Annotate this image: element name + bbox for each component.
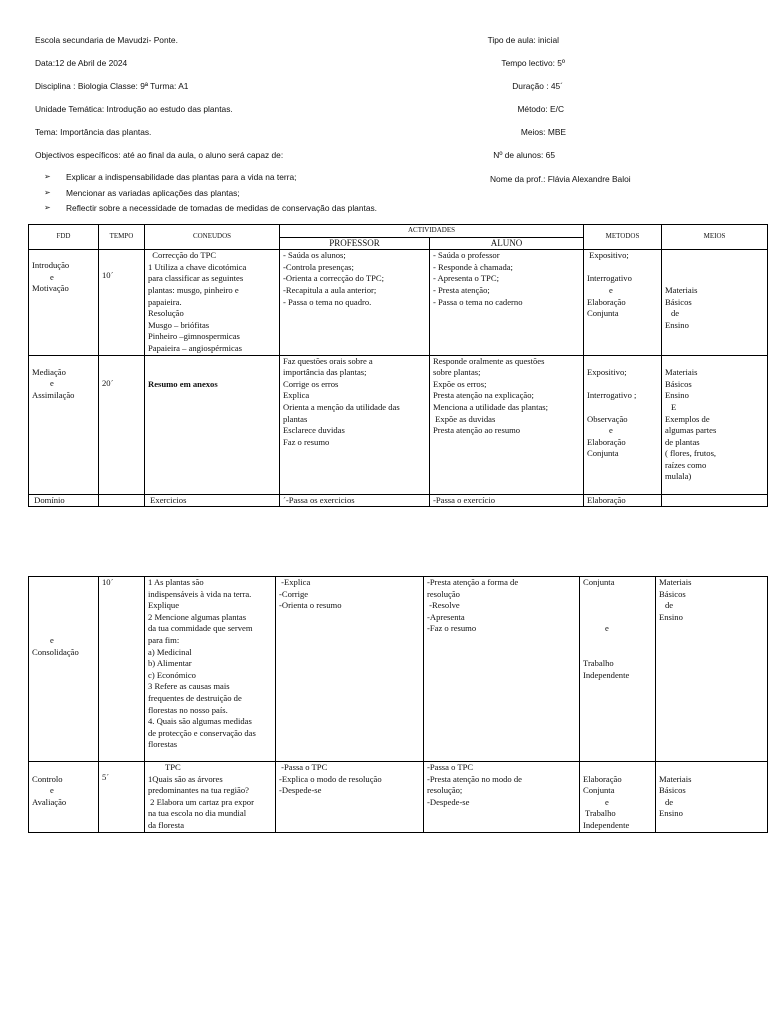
metodos-cell: [580, 762, 656, 833]
cell-line: plantas: [283, 413, 308, 424]
cell-line: indispensáveis à vida na terra.: [148, 588, 252, 599]
cell-line: [659, 762, 764, 774]
cell-line: Independente: [583, 819, 630, 830]
cell-line: para classificar as seguintes: [148, 273, 244, 284]
cell-line: [587, 402, 658, 414]
lesson-duration: Duração : 45´: [512, 81, 563, 91]
lesson-date: Data:12 de Abril de 2024: [35, 58, 128, 68]
objective-item: ➢ Mencionar as variadas aplicações das plantas;: [44, 187, 240, 198]
school-term: Tempo lectivo: 5º: [501, 58, 565, 68]
meios-cell: [662, 494, 768, 507]
cell-line: Corrige os erros: [283, 378, 339, 389]
cell-line: e: [50, 271, 54, 282]
professor-cell: [276, 762, 424, 833]
cell-line: e: [50, 378, 54, 389]
cell-line: - Passa o tema no caderno: [433, 296, 523, 307]
cell-line: - Responde à chamada;: [433, 261, 513, 272]
metodos-cell: [584, 494, 662, 507]
cell-line: [32, 762, 95, 774]
aluno-cell: [430, 355, 584, 494]
cell-line: florestas: [148, 739, 178, 750]
cell-line: Presta atenção ao resumo: [433, 425, 521, 436]
cell-line: Pinheiro –gimnospermicas: [148, 331, 240, 342]
cell-line: [32, 577, 95, 589]
conteudos-cell: [145, 494, 280, 507]
cell-line: [32, 589, 95, 601]
cell-line: [665, 250, 764, 262]
cell-line: [665, 495, 764, 507]
cell-line: Resumo em anexos: [148, 378, 218, 389]
cell-line: [32, 600, 95, 612]
meios-cell: [656, 762, 768, 833]
cell-line: Exercicios: [148, 494, 187, 505]
cell-line: de: [665, 600, 674, 611]
cell-line: -Passa o TPC: [427, 762, 474, 772]
cell-line: Elaboração: [587, 436, 626, 447]
aluno-cell: [424, 762, 580, 833]
col-header-conteudos: CONEUDOS: [145, 225, 280, 250]
cell-line: Conjunta: [587, 308, 619, 319]
professor-cell: [280, 355, 430, 494]
conteudos-cell: [145, 355, 280, 494]
cell-line: papaieira.: [148, 296, 182, 307]
cell-line: 1 As plantas são: [148, 577, 204, 587]
cell-line: Ensino: [665, 390, 689, 401]
cell-line: -Despede-se: [427, 796, 470, 807]
cell-line: Interrogativo: [587, 273, 632, 284]
cell-line: Elaboração: [583, 773, 622, 784]
table-row: [29, 355, 768, 494]
cell-line: Conjunta: [587, 448, 619, 459]
objective-item: ➢ Explicar a indispensabilidade das plantas para a vida na terra;: [44, 172, 297, 182]
cell-line: resolução: [427, 588, 460, 599]
meios-cell: [656, 577, 768, 762]
cell-line: 5´: [102, 772, 110, 782]
metodos-cell: [584, 355, 662, 494]
cell-line: Elaboração: [587, 494, 626, 505]
cell-line: -Recapitula a aula anterior;: [283, 284, 377, 295]
cell-line: - Saúda os alunos;: [283, 250, 346, 261]
cell-line: Papaieira – angiospérmicas: [148, 342, 243, 353]
cell-line: Ensino: [659, 808, 683, 819]
cell-line: -Corrige: [279, 588, 309, 599]
cell-line: Expõe as duvidas: [433, 413, 496, 424]
fdd-cell: [29, 577, 99, 762]
cell-line: da floresta: [148, 819, 185, 830]
cell-line: Materiais: [659, 773, 692, 784]
cell-line: Esclarece duvidas: [283, 425, 345, 436]
cell-line: 2 Elabora um cartaz pra expor: [148, 796, 254, 807]
cell-line: e: [50, 785, 54, 796]
lesson-plan-table: [28, 224, 768, 507]
cell-line: e: [50, 634, 54, 645]
cell-line: Controlo: [32, 773, 63, 784]
col-header-professor: PROFESSOR: [280, 237, 430, 250]
cell-line: Materiais: [665, 367, 698, 378]
cell-line: Conjunta: [583, 577, 615, 587]
aluno-cell: [430, 250, 584, 355]
cell-line: de: [671, 308, 680, 319]
cell-line: 10´: [102, 577, 114, 587]
cell-line: Materiais: [665, 284, 698, 295]
cell-line: Resolução: [148, 308, 184, 319]
cell-line: [148, 367, 276, 379]
cell-line: Ensino: [665, 319, 689, 330]
table-row: [29, 250, 768, 355]
cell-line: Básicos: [659, 785, 686, 796]
cell-line: [587, 379, 658, 391]
arrow-bullet-icon: ➢: [44, 172, 51, 181]
cell-line: Avaliação: [32, 796, 67, 807]
fdd-cell: [29, 250, 99, 355]
cell-line: Trabalho: [583, 808, 616, 819]
cell-line: [102, 495, 141, 507]
cell-line: Faz questões orais sobre a: [283, 355, 373, 366]
cell-line: -Controla presenças;: [283, 261, 354, 272]
cell-line: Materiais: [659, 577, 692, 587]
cell-line: Assimilação: [32, 389, 75, 400]
cell-line: de plantas: [665, 436, 700, 447]
cell-line: [665, 273, 764, 285]
cell-line: [32, 612, 95, 624]
cell-line: Expositivo;: [587, 250, 629, 261]
tempo-cell: [99, 494, 145, 507]
tempo-cell: [99, 577, 145, 762]
cell-line: -Apresenta: [427, 611, 465, 622]
cell-line: e: [609, 425, 613, 436]
cell-line: e: [609, 284, 613, 295]
col-header-tempo: TEMPO: [99, 225, 145, 250]
cell-line: [665, 356, 764, 368]
cell-line: de protecção e conservação das: [148, 727, 256, 738]
tempo-cell: [99, 250, 145, 355]
cell-line: [583, 600, 652, 612]
cell-line: importância das plantas;: [283, 367, 367, 378]
cell-line: Expõe os erros;: [433, 378, 487, 389]
cell-line: frequentes de destruição de: [148, 692, 242, 703]
fdd-cell: [29, 355, 99, 494]
cell-line: na tua escola no dia mundial: [148, 808, 247, 819]
objective-item: ➢ Reflectir sobre a necessidade de tomadas de medidas de conservação das plantas.: [44, 203, 377, 213]
cell-line: para fim:: [148, 634, 180, 645]
cell-line: mulala): [665, 471, 692, 482]
cell-line: - Apresenta o TPC;: [433, 273, 499, 284]
cell-line: raízes como: [665, 459, 707, 470]
cell-line: e: [605, 623, 609, 634]
cell-line: Expositivo;: [587, 367, 627, 378]
cell-line: 4. Quais são algumas medidas: [148, 716, 252, 727]
cell-line: Básicos: [665, 378, 692, 389]
cell-line: -Resolve: [427, 600, 460, 611]
teaching-means: Meios: MBE: [520, 127, 566, 137]
cell-line: a) Medicinal: [148, 646, 192, 657]
number-of-students: Nº de alunos: 65: [493, 150, 555, 160]
aluno-cell: [430, 494, 584, 507]
cell-line: 2 Mencione algumas plantas: [148, 611, 247, 622]
cell-line: [583, 762, 652, 774]
cell-line: 20´: [102, 377, 114, 388]
cell-line: Básicos: [665, 296, 692, 307]
cell-line: resolução;: [427, 785, 463, 796]
col-header-metodos: METODOS: [584, 225, 662, 250]
cell-line: Explica: [283, 390, 310, 401]
aluno-cell: [424, 577, 580, 762]
cell-line: -Despede-se: [279, 785, 322, 796]
cell-line: Básicos: [659, 588, 686, 599]
cell-line: plantas: musgo, pinheiro e: [148, 284, 239, 295]
professor-cell: [280, 494, 430, 507]
cell-line: florestas no nosso país.: [148, 704, 228, 715]
cell-line: Exemplos de: [665, 413, 710, 424]
cell-line: Correcção do TPC: [148, 250, 217, 261]
cell-line: Musgo – briófitas: [148, 319, 210, 330]
cell-line: -Explica o modo de resolução: [279, 773, 382, 784]
cell-line: - Presta atenção;: [433, 284, 490, 295]
professor-cell: [280, 250, 430, 355]
cell-line: [583, 647, 652, 659]
cell-line: [587, 262, 658, 274]
cell-line: Faz o resumo: [283, 436, 330, 447]
cell-line: -Explica: [279, 577, 311, 587]
cell-line: Ensino: [659, 611, 683, 622]
cell-line: [583, 589, 652, 601]
cell-line: Introdução: [32, 260, 70, 271]
cell-line: Mediação: [32, 366, 66, 377]
cell-line: c) Económico: [148, 669, 196, 680]
cell-line: predominantes na tua região?: [148, 785, 249, 796]
tempo-cell: [99, 762, 145, 833]
cell-line: [32, 623, 95, 635]
cell-line: - Passa o tema no quadro.: [283, 296, 372, 307]
cell-line: Domínio: [32, 494, 65, 505]
cell-line: algumas partes: [665, 425, 717, 436]
meios-cell: [662, 355, 768, 494]
cell-line: [148, 356, 276, 368]
cell-line: [665, 262, 764, 274]
objectives-list: [44, 172, 377, 219]
cell-line: Presta atenção na explicação;: [433, 390, 534, 401]
cell-line: - Saúda o professor: [433, 250, 500, 261]
discipline-info: Disciplina : Biologia Classe: 9ª Turma: A1: [35, 81, 189, 91]
cell-line: Independente: [583, 669, 630, 680]
cell-line: -Presta atenção a forma de: [427, 577, 519, 587]
table-row: [29, 577, 768, 762]
cell-line: [583, 635, 652, 647]
col-header-fdd: FDD: [29, 225, 99, 250]
cell-line: Interrogativo ;: [587, 390, 637, 401]
cell-line: 10´: [102, 270, 114, 281]
tempo-cell: [99, 355, 145, 494]
fdd-cell: [29, 762, 99, 833]
cell-line: 1 Utiliza a chave dicotómica: [148, 261, 247, 272]
lesson-plan-table-continued: [28, 576, 768, 833]
cell-line: [583, 612, 652, 624]
cell-line: -Faz o resumo: [427, 623, 477, 634]
cell-line: da tua commidade que servem: [148, 623, 253, 634]
cell-line: E: [671, 401, 677, 412]
cell-line: sobre plantas;: [433, 367, 481, 378]
cell-line: de: [665, 796, 674, 807]
cell-line: Menciona a utilidade das plantas;: [433, 401, 549, 412]
cell-line: Trabalho: [583, 658, 614, 669]
cell-line: 3 Refere as causas mais: [148, 681, 230, 692]
arrow-bullet-icon: ➢: [44, 187, 51, 197]
thematic-unit: Unidade Temática: Introdução ao estudo das plantas.: [35, 104, 233, 114]
cell-line: [587, 356, 658, 368]
cell-line: Responde oralmente as questões: [433, 355, 545, 366]
table-row: [29, 494, 768, 507]
objectives-intro: Objectivos específicos: até ao final da aula, o aluno será capaz de:: [35, 150, 284, 160]
cell-line: Observação: [587, 413, 628, 424]
cell-line: -Passa o exercício: [433, 494, 496, 505]
conteudos-cell: [145, 577, 276, 762]
arrow-bullet-icon: ➢: [44, 203, 51, 212]
cell-line: -Presta atenção no modo de: [427, 773, 522, 784]
meios-cell: [662, 250, 768, 355]
cell-line: TPC: [148, 762, 181, 772]
cell-line: 1Quais são as árvores: [148, 773, 223, 784]
cell-line: Elaboração: [587, 296, 626, 307]
cell-line: b) Alimentar: [148, 658, 192, 669]
school-name: Escola secundaria de Mavudzi- Ponte.: [35, 35, 178, 45]
cell-line: Conjunta: [583, 785, 615, 796]
conteudos-cell: [145, 762, 276, 833]
col-header-actividades: ACTIVIDADES: [280, 225, 584, 238]
teacher-name: Nome da prof.: Flávia Alexandre Baloi: [490, 174, 631, 184]
cell-line: ( flores, frutos,: [665, 448, 717, 459]
cell-line: e: [605, 796, 609, 807]
cell-line: ´-Passa os exercicios: [283, 494, 355, 505]
cell-line: -Orienta a correcção do TPC;: [283, 273, 385, 284]
teaching-method: Método: E/C: [517, 104, 564, 114]
cell-line: Motivação: [32, 283, 69, 294]
table-row: [29, 762, 768, 833]
cell-line: Orienta a menção da utilidade das: [283, 401, 400, 412]
col-header-aluno: ALUNO: [430, 237, 584, 250]
class-type: Tipo de aula: inicial: [487, 35, 559, 45]
cell-line: -Orienta o resumo: [279, 600, 342, 611]
metodos-cell: [580, 577, 656, 762]
cell-line: Consolidação: [32, 646, 79, 657]
metodos-cell: [584, 250, 662, 355]
conteudos-cell: [145, 250, 280, 355]
lesson-theme: Tema: Importância das plantas.: [35, 127, 152, 137]
cell-line: -Passa o TPC: [279, 762, 328, 772]
professor-cell: [276, 577, 424, 762]
cell-line: Explique: [148, 600, 180, 611]
fdd-cell: [29, 494, 99, 507]
col-header-meios: MEIOS: [662, 225, 768, 250]
